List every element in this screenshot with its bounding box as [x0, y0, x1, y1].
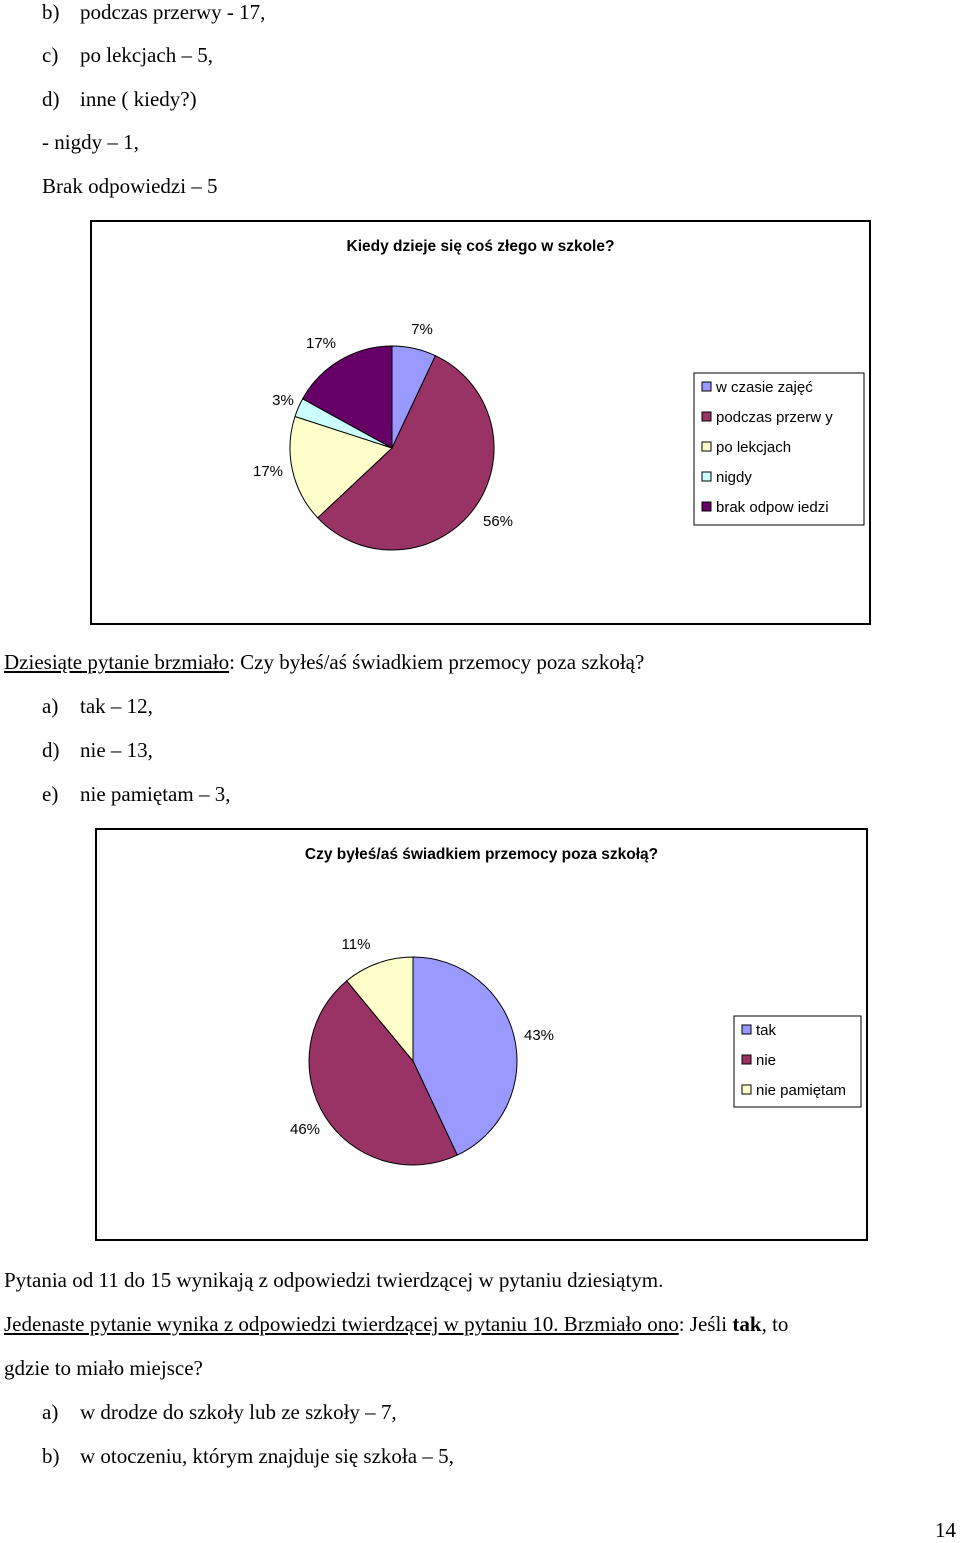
list-item	[42, 87, 197, 112]
answer-label: d)	[42, 738, 60, 762]
list-item-text: inne ( kiedy?)	[80, 87, 197, 111]
legend-entry-4: brak odpow iedzi	[716, 499, 829, 516]
chart-1-frame	[90, 220, 871, 625]
list-item-text: po lekcjach – 5,	[80, 43, 213, 67]
legend-entry-2: nie pamiętam	[756, 1082, 847, 1099]
legend-swatch-4	[702, 502, 711, 511]
legend-swatch-2	[742, 1085, 751, 1094]
list-item-label: d)	[42, 87, 60, 111]
question-lead: Dziesiąte pytanie brzmiało	[4, 650, 230, 674]
legend-entry-1: podczas przerw y	[716, 409, 833, 426]
question-text: Czy byłeś/aś świadkiem przemocy poza szkołą?	[234, 650, 645, 674]
question-colon: :	[229, 650, 235, 674]
list-item-label: b)	[42, 0, 60, 24]
list-item	[42, 1400, 397, 1425]
answer-item	[42, 782, 230, 807]
chart-2-title: Czy byłeś/aś świadkiem przemocy poza szkołą?	[304, 846, 659, 863]
paragraph-2	[4, 1312, 788, 1337]
paragraph-2-underlined: Jedenaste pytanie wynika z odpowiedzi twierdzącej w pytaniu 10. Brzmiało ono	[4, 1312, 679, 1336]
list-item	[42, 1444, 454, 1469]
pie-data-label-4: 17%	[305, 335, 337, 352]
legend-entry-3: nigdy	[716, 469, 752, 486]
paragraph-1: Pytania od 11 do 15 wynikają z odpowiedzi twierdzącej w pytaniu dziesiątym.	[4, 1268, 664, 1292]
paragraph-2-bold: tak	[732, 1312, 762, 1336]
paragraph-3: gdzie to miało miejsce?	[4, 1356, 203, 1380]
legend-entry-2: po lekcjach	[716, 439, 792, 456]
pie-data-label-3: 3%	[272, 392, 294, 409]
chart-1-title: Kiedy dzieje się coś złego w szkole?	[346, 238, 615, 255]
question-10	[4, 650, 644, 675]
pie-data-label-1: 56%	[482, 513, 514, 530]
pie-data-label-0: 43%	[523, 1027, 555, 1044]
legend-swatch-0	[742, 1025, 751, 1034]
legend-entry-1: nie	[756, 1052, 777, 1069]
pie-data-label-2: 11%	[341, 936, 371, 953]
pie-data-label-1: 46%	[289, 1121, 321, 1138]
answer-label: a)	[42, 694, 59, 718]
list-item-text: podczas przerwy - 17,	[80, 0, 266, 24]
paragraph-2-end: , to	[761, 1312, 789, 1336]
chart-1-svg	[92, 222, 869, 623]
list-item-label: a)	[42, 1400, 59, 1424]
legend-swatch-3	[702, 472, 711, 481]
answer-text: nie pamiętam – 3,	[80, 782, 231, 806]
legend-entry-0: tak	[756, 1022, 777, 1039]
pie-data-label-2: 17%	[252, 463, 284, 480]
legend-swatch-0	[702, 382, 711, 391]
list-item-text: w drodze do szkoły lub ze szkoły – 7,	[80, 1400, 397, 1424]
answer-text: tak – 12,	[80, 694, 153, 718]
list-item-text: w otoczeniu, którym znajduje się szkoła – 5,	[80, 1444, 454, 1468]
extra-line-brak: Brak odpowiedzi – 5	[42, 174, 218, 198]
legend-swatch-2	[702, 442, 711, 451]
list-item-label: b)	[42, 1444, 60, 1468]
chart-2-frame	[95, 828, 868, 1241]
extra-line-nigdy: - nigdy – 1,	[42, 130, 139, 154]
answer-label: e)	[42, 782, 59, 806]
page-number: 14	[935, 1518, 956, 1542]
answer-item	[42, 694, 153, 719]
legend-swatch-1	[742, 1055, 751, 1064]
list-item-label: c)	[42, 43, 59, 67]
legend-entry-0: w czasie zajęć	[716, 379, 813, 396]
chart-2-svg	[97, 830, 866, 1239]
answer-text: nie – 13,	[80, 738, 153, 762]
answer-item	[42, 738, 153, 763]
list-item	[42, 0, 265, 25]
legend-swatch-1	[702, 412, 711, 421]
paragraph-2-colon: : Jeśli	[678, 1312, 733, 1336]
list-item	[42, 43, 213, 68]
pie-data-label-0: 7%	[411, 321, 433, 338]
